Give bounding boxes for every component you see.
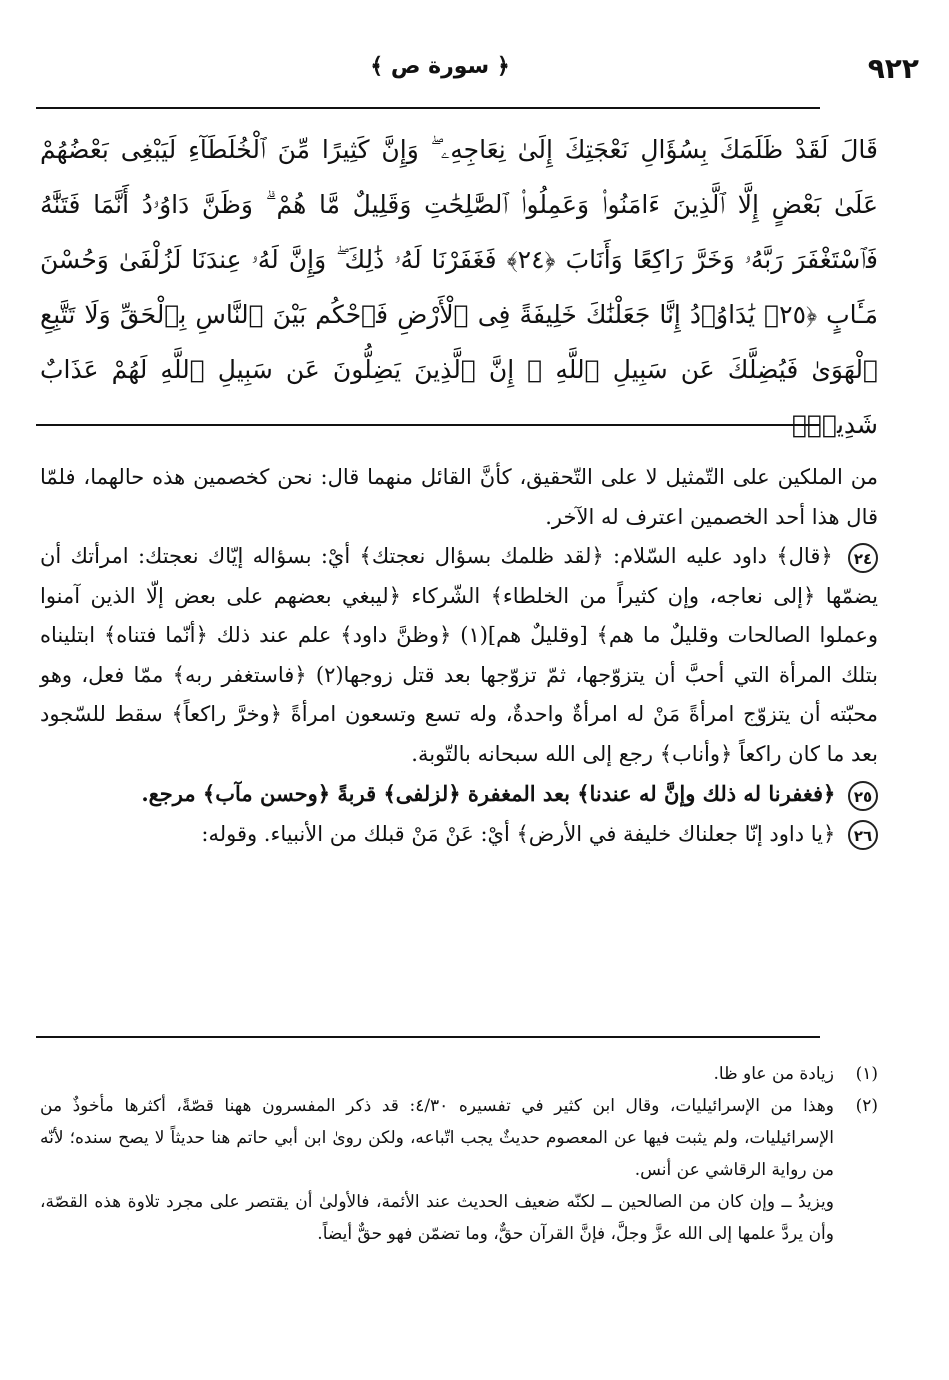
footnote-number: (٢) [855,1096,878,1116]
footnote-number: (١) [855,1064,878,1084]
footnote-1 [40,1058,878,1090]
verse-number-badge: ٢٦ [848,820,878,850]
tafsir-verse-24-text: ﴿قال﴾ داود عليه السّلام: ﴿لقد ظلمك بسؤال نعجتك﴾ أيْ: بسؤاله إيّاك نعجتك: امرأتك أن يضمّها ﴿إلى نعاجه، وإن كثيراً من الخلطاء﴾ الشّركاء ﴿ليبغي بعضهم على بعض إلّا الذين آمنوا وعملوا الصالحات وقليلٌ ما هم﴾ [وقليلٌ هم](١) ﴿وظنَّ داود﴾ علم عند ذلك ﴿أنّما فتناه﴾ ابتليناه بتلك المرأة التي أحبَّ أن يتزوّجها، ثمّ تزوّجها بعد قتل زوجها(٢) ﴿فاستغفر ربه﴾ ممّا فعل، وهو محبّته أن يتزوّج امرأةً مَنْ له امرأةٌ واحدةٌ، وله تسع وتسعون امرأةً ﴿وخرَّ راكعاً﴾ سقط للسّجود بعد ما كان راكعاً ﴿وأناب﴾ رجع إلى الله سبحانه بالتّوبة. [40,544,878,766]
header-divider [36,107,820,109]
surah-title: ﴿ سورة ص ﴾ [370,54,510,79]
tafsir-intro: من الملكين على التّمثيل لا على التّحقيق، كأنَّ القائل منهما قال: نحن كخصمين هذه حالهما، فلمّا قال هذا أحد الخصمين اعترف له الآخر. [40,465,878,529]
tafsir-verse-24 [40,537,878,774]
verse-number-badge: ٢٥ [848,781,878,811]
verse-number-badge: ٢٤ [848,543,878,573]
footnote-text: وهذا من الإسرائيليات، وقال ابن كثير في تفسيره ٤/٣٠: قد ذكر المفسرون ههنا قصّةً، أكثرها مأخوذٌ من الإسرائيليات، ولم يثبت فيها عن المعصوم حديثٌ يجب اتّباعه، ولكن روىٰ ابن أبي حاتم هنا حديثاً لا يصح سنده؛ لأنّه من رواية الرقاشي عن أنس. [40,1096,834,1180]
tafsir-verse-26 [40,815,878,855]
footnote-text: زيادة من عاو ظا. [713,1064,834,1084]
footnote-divider [36,1036,820,1038]
footnote-2 [40,1090,878,1186]
page-number: ٩٢٢ [867,52,919,85]
quran-divider [36,424,820,426]
footnote-2-continuation: ويزيدُ ــ وإن كان من الصالحين ــ لكنّه ضعيف الحديث عند الأئمة، فالأولىٰ أن يقتصر على مجرد تلاوة هذه القصّة، وأن يردَّ علمها إلى الله عزَّ وجلَّ، فإنَّ القرآن حقٌّ، وما تضمّن فهو حقٌّ أيضاً. [40,1192,835,1244]
footnotes [40,1058,878,1250]
tafsir-verse-25-text: ﴿فغفرنا له ذلك وإنَّ له عندنا﴾ بعد المغفرة ﴿لزلفى﴾ قربةً ﴿وحسن مآب﴾ مرجع. [141,781,836,806]
quran-verses: قَالَ لَقَدْ ظَلَمَكَ بِسُؤَالِ نَعْجَتِكَ إِلَىٰ نِعَاجِهِۦ ۖ وَإِنَّ كَثِيرًا مِّنَ ٱلْخُلَطَآءِ لَيَبْغِى بَعْضُهُمْ عَلَىٰ بَعْضٍ إِلَّا ٱلَّذِينَ ءَامَنُوا۟ وَعَمِلُوا۟ ٱلصَّٰلِحَٰتِ وَقَلِيلٌ مَّا هُمْ ۗ وَظَنَّ دَاوُۥدُ أَنَّمَا فَتَنَّٰهُ فَٱسْتَغْفَرَ رَبَّهُۥ وَخَرَّ رَاكِعًا وَأَنَابَ ﴿٢٤﴾ فَغَفَرْنَا لَهُۥ ذَٰلِكَ ۖ وَإِنَّ لَهُۥ عِندَنَا لَزُلْفَىٰ وَحُسْنَ مَـَٔابٍ ﴿٢٥﴾ يَٰدَاوُۥدُ إِنَّا جَعَلْنَٰكَ خَلِيفَةً فِى ٱلْأَرْضِ فَٱحْكُم بَيْنَ ٱلنَّاسِ بِٱلْحَقِّ وَلَا تَتَّبِعِ ٱلْهَوَىٰ فَيُضِلَّكَ عَن سَبِيلِ ٱللَّهِ ۚ إِنَّ ٱلَّذِينَ يَضِلُّونَ عَن سَبِيلِ ٱللَّهِ لَهُمْ عَذَابٌ شَدِيدٌۢ [40,135,879,439]
tafsir-verse-26-text: ﴿يا داود إنّا جعلناك خليفة في الأرض﴾ أيْ: عَنْ مَنْ قبلك من الأنبياء. وقوله: [201,821,836,846]
tafsir-body [40,458,878,854]
tafsir-verse-25 [40,774,878,815]
